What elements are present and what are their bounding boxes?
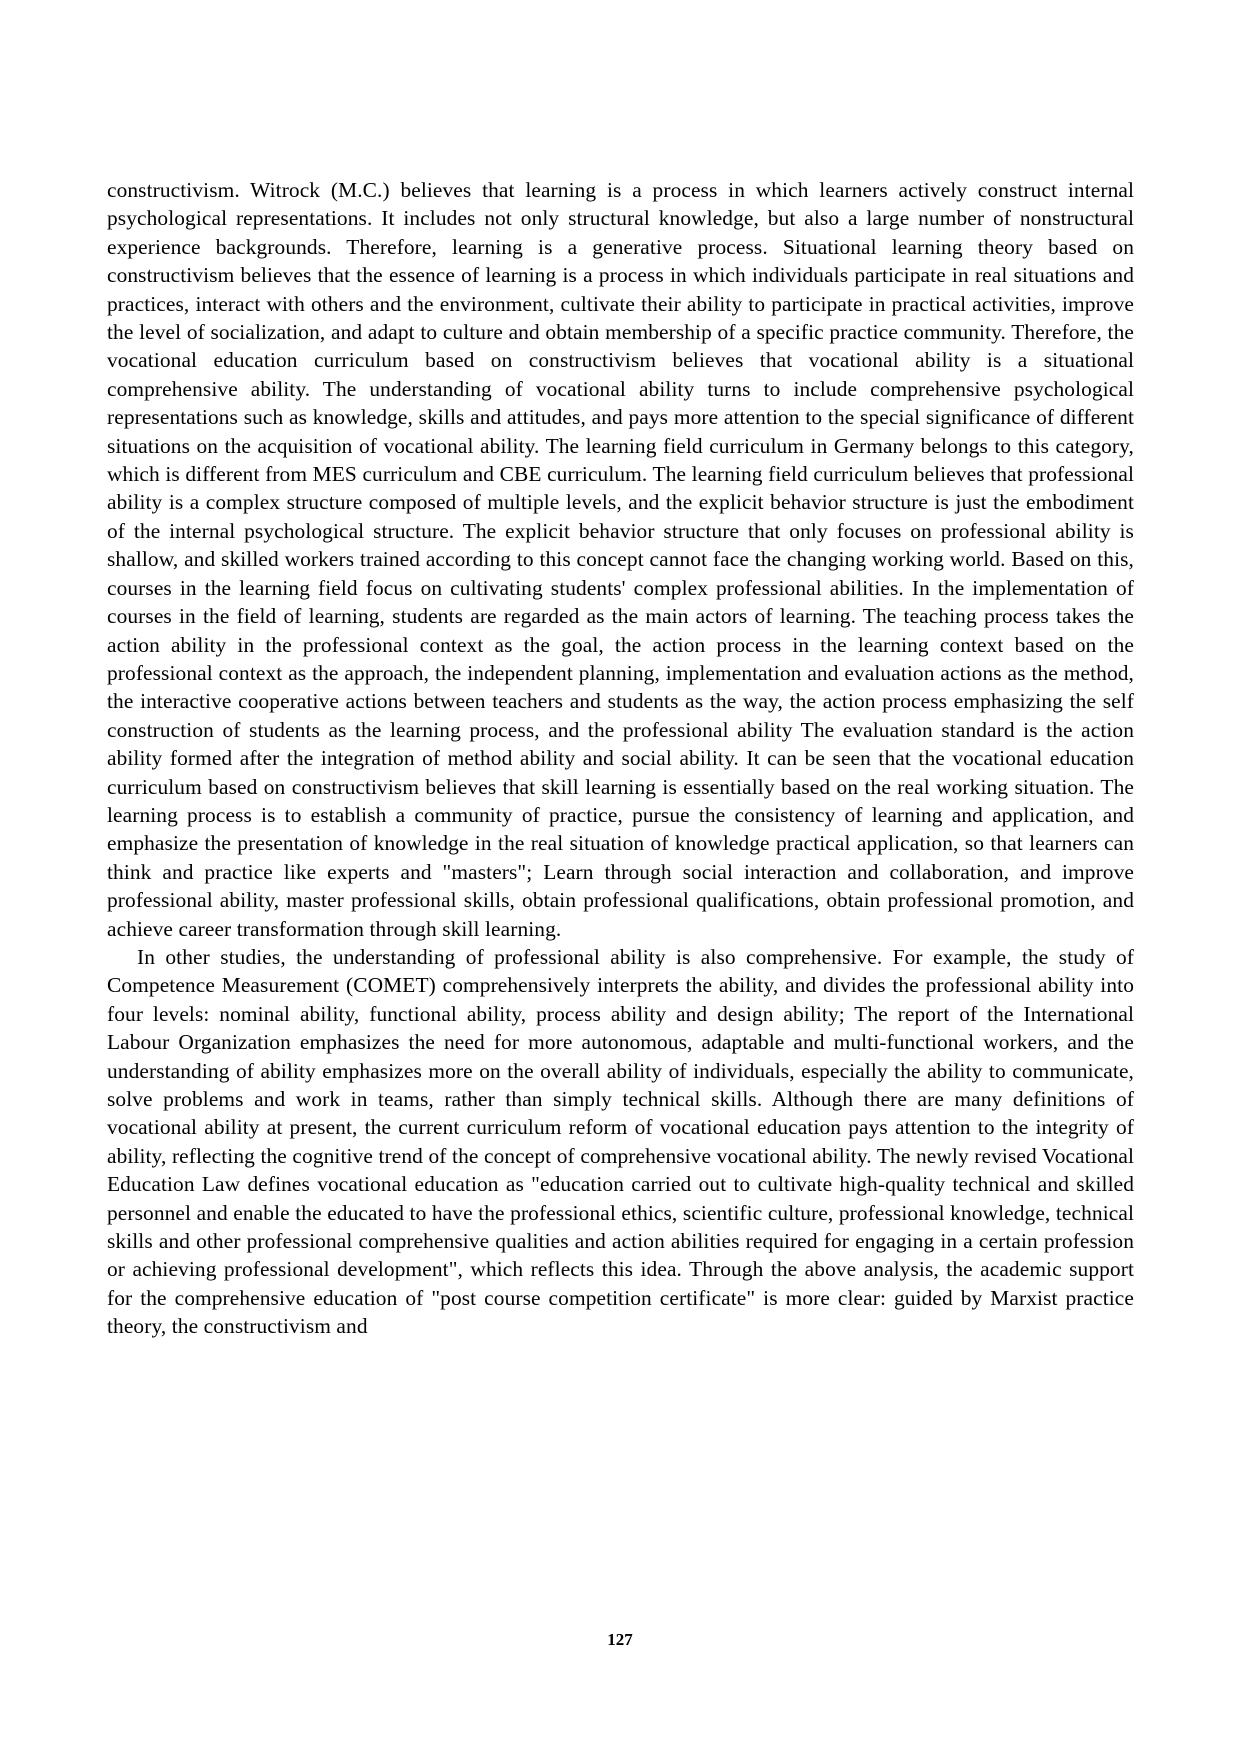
paragraph-other-studies: In other studies, the understanding of professional ability is also comprehensive. For example, the study of Competence Measurement (COMET) comprehensively interprets the ability, and divides the professional ability into four levels: nominal ability, functional ability, process ability and design ability; The report of the International Labour Organization emphasizes the need for more autonomous, adaptable and multi-functional workers, and the understanding of ability emphasizes more on the overall ability of individuals, especially the ability to communicate, solve problems and work in teams, rather than simply technical skills. Although there are many definitions of vocational ability at present, the current curriculum reform of vocational education pays attention to the integrity of ability, reflecting the cognitive trend of the concept of comprehensive vocational ability. The newly revised Vocational Education Law defines vocational education as "education carried out to cultivate high-quality technical and skilled personnel and enable the educated to have the professional ethics, scientific culture, professional knowledge, technical skills and other professional comprehensive qualities and action abilities required for engaging in a certain profession or achieving professional development", which reflects this idea. Through the above analysis, the academic support for the comprehensive education of "post course competition certificate" is more clear: guided by Marxist practice theory, the constructivism and (107, 944, 1134, 1339)
paragraph-constructivism: constructivism. Witrock (M.C.) believes that learning is a process in which learners actively construct internal psychological representations. It includes not only structural knowledge, but also a large number of nonstructural experience backgrounds. Therefore, learning is a generative process. Situational learning theory based on constructivism believes that the essence of learning is a process in which individuals participate in real situations and practices, interact with others and the environment, cultivate their ability to participate in practical activities, improve the level of socialization, and adapt to culture and obtain membership of a specific practice community. Therefore, the vocational education curriculum based on constructivism believes that vocational ability is a situational comprehensive ability. The understanding of vocational ability turns to include comprehensive psychological representations such as knowledge, skills and attitudes, and pays more attention to the special significance of different situations on the acquisition of vocational ability. The learning field curriculum in Germany belongs to this category, which is different from MES curriculum and CBE curriculum. The learning field curriculum believes that professional ability is a complex structure composed of multiple levels, and the explicit behavior structure is just the embodiment of the internal psychological structure. The explicit behavior structure that only focuses on professional ability is shallow, and skilled workers trained according to this concept cannot face the changing working world. Based on this, courses in the learning field focus on cultivating students' complex professional abilities. In the implementation of courses in the field of learning, students are regarded as the main actors of learning. The teaching process takes the action ability in the professional context as the goal, the action process in the learning context based on the professional context as the approach, the independent planning, implementation and evaluation actions as the method, the interactive cooperative actions between teachers and students as the way, the action process emphasizing the self construction of students as the learning process, and the professional ability The evaluation standard is the action ability formed after the integration of method ability and social ability. It can be seen that the vocational education curriculum based on constructivism believes that skill learning is essentially based on the real working situation. The learning process is to establish a community of practice, pursue the consistency of learning and application, and emphasize the presentation of knowledge in the real situation of knowledge practical application, so that learners can think and practice like experts and "masters"; Learn through social interaction and collaboration, and improve professional ability, master professional skills, obtain professional qualifications, obtain professional promotion, and achieve career transformation through skill learning. (107, 178, 1134, 941)
page-number: 127 (607, 1630, 633, 1649)
body-text (107, 176, 1134, 1341)
